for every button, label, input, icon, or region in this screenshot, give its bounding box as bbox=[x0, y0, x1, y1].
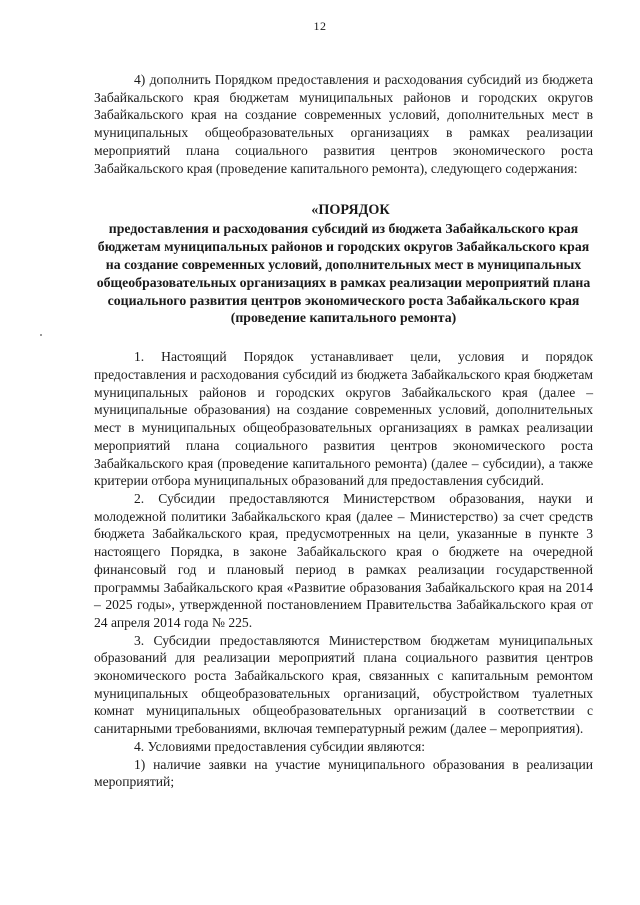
document-body bbox=[94, 71, 593, 791]
document-heading: предоставления и расходования субсидий из бюджета Забайкальского края бюджетам муниципальных районов и городских округов Забайкальского края на создание современных условий, дополнительных мест в муниципальных общеобразовательных организациях в рамках реализации мероприятий плана социального развития центров экономического роста Забайкальского края (проведение капитального ремонта) bbox=[96, 220, 591, 326]
page-number: 12 bbox=[313, 19, 327, 33]
clause-4-item-1: 1) наличие заявки на участие муниципального образования в реализации мероприятий; bbox=[94, 756, 593, 790]
clause-1: 1. Настоящий Порядок устанавливает цели, условия и порядок предоставления и расходования субсидий из бюджета Забайкальского края бюджетам муниципальных районов и городских округов Забайкальского края (далее – муниципальные образования) на создание современных условий, дополнительных мест в муниципальных общеобразовательных организациях в рамках реализации мероприятий плана социального развития центров экономического роста Забайкальского края (проведение капитального ремонта) (далее – субсидии), а также критерии отбора муниципальных образований для предоставления субсидий. bbox=[94, 349, 593, 489]
document-title: «ПОРЯДОК bbox=[311, 202, 390, 219]
clause-3: 3. Субсидии предоставляются Министерством бюджетам муниципальных образований для реализации мероприятий плана социального развития центров экономического роста Забайкальского края, связанных с капитальным ремонтом муниципальных общеобразовательных организаций, обустройством туалетных комнат муниципальных общеобразовательных организаций в соответствии с санитарными требованиями, включая температурный режим (далее – мероприятия). bbox=[94, 632, 593, 737]
intro-paragraph: 4) дополнить Порядком предоставления и расходования субсидий из бюджета Забайкальского края бюджетам муниципальных районов и городских округов Забайкальского края на создание современных условий, дополнительных мест в муниципальных общеобразовательных организациях в рамках реализации мероприятий плана социального развития центров экономического роста Забайкальского края (проведение капитального ремонта), следующего содержания: bbox=[94, 72, 593, 176]
scan-mark bbox=[40, 334, 42, 336]
clause-4: 4. Условиями предоставления субсидии являются: bbox=[134, 738, 426, 754]
clause-2: 2. Субсидии предоставляются Министерством образования, науки и молодежной политики Забайкальского края (далее – Министерство) за счет средств бюджета Забайкальского края, предусмотренных на цели, указанные в пункте 3 настоящего Порядка, в законе Забайкальского края о бюджете на очередной финансовый год и плановый период в рамках реализации государственной программы Забайкальского края «Развитие образования Забайкальского края на 2014 – 2025 годы», утвержденной постановлением Правительства Забайкальского края от 24 апреля 2014 года № 225. bbox=[94, 490, 593, 630]
